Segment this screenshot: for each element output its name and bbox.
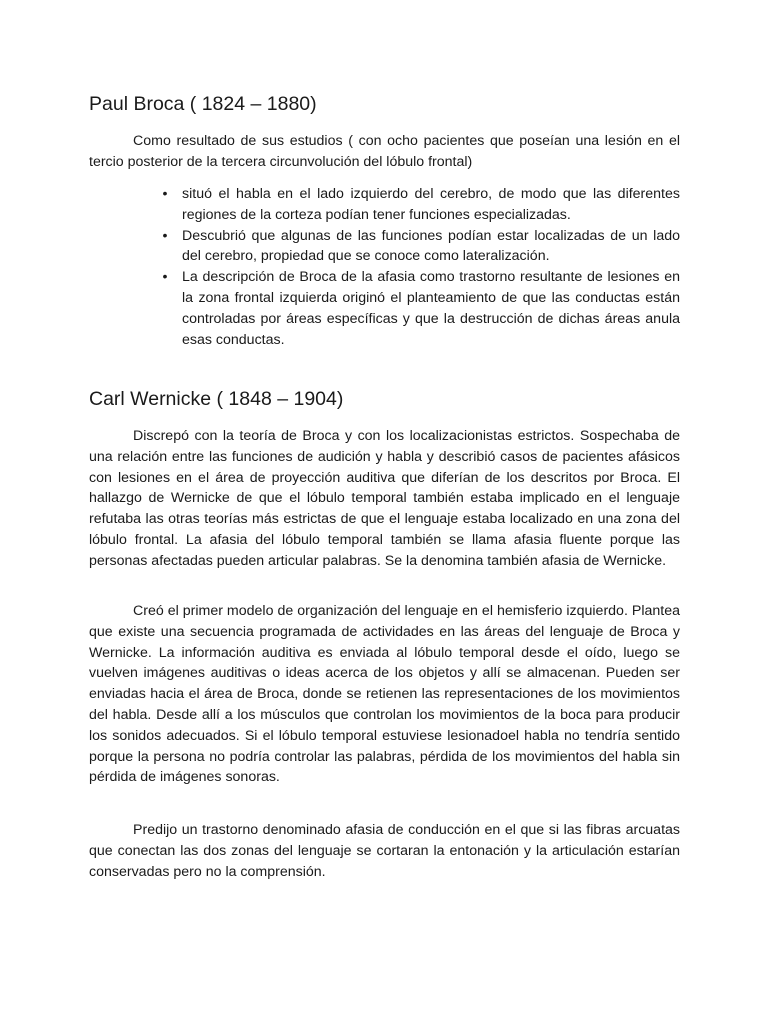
bullet-icon: •	[162, 186, 168, 202]
broca-bullet-item	[89, 226, 680, 268]
bullet-text: situó el habla en el lado izquierdo del cerebro, de modo que las diferentes regiones de la corteza podían tener funciones especializadas.	[182, 186, 680, 223]
broca-bullet-item	[89, 184, 680, 226]
section-heading-broca: Paul Broca ( 1824 – 1880)	[89, 93, 317, 115]
bullet-icon: •	[162, 227, 168, 244]
broca-intro-paragraph: Como resultado de sus estudios ( con ocho pacientes que poseían una lesión en el tercio posterior de la tercera circunvolución del lóbulo frontal)	[89, 133, 680, 170]
wernicke-paragraph-1: Discrepó con la teoría de Broca y con los localizacionistas estrictos. Sospechaba de una relación entre las funciones de audición y habla y describió casos de pacientes afásicos con lesiones en el área de proyección auditiva que diferían de los descritos por Broca. El hallazgo de Wernicke de que el lóbulo temporal también estaba implicado en el lenguaje refutaba las otras teorías más estrictas de que el lenguaje estaba localizado en una zona del lóbulo frontal. La afasia del lóbulo temporal también se llama afasia fluente porque las personas afectadas pueden articular palabras. Se la denomina también afasia de Wernicke.	[89, 428, 680, 569]
wernicke-paragraph-2: Creó el primer modelo de organización del lenguaje en el hemisferio izquierdo. Plantea que existe una secuencia programada de actividades en las áreas del lenguaje de Broca y Wernicke. La información auditiva es enviada al lóbulo temporal desde el oído, luego se vuelven imágenes auditivas o ideas acerca de los objetos y allí se almacenan. Pueden ser enviadas hacia el área de Broca, donde se retienen las representaciones de los movimientos del habla. Desde allí a los músculos que controlan los movimientos de la boca para producir los sonidos adecuados. Si el lóbulo temporal estuviese lesionadoel habla no tendría sentido porque la persona no podría controlar las palabras, pérdida de los movimientos del habla sin pérdida de imágenes sonoras.	[89, 603, 680, 786]
wernicke-paragraph-3: Predijo un trastorno denominado afasia de conducción en el que si las fibras arcuatas que conectan las dos zonas del lenguaje se cortaran la entonación y la articulación estarían conservadas pero no la comprensión.	[89, 822, 680, 880]
broca-bullet-list	[89, 184, 680, 350]
bullet-icon: •	[162, 269, 168, 286]
section-heading-wernicke: Carl Wernicke ( 1848 – 1904)	[89, 388, 344, 410]
bullet-text: Descubrió que algunas de las funciones podían estar localizadas de un lado del cerebro, propiedad que se conoce como lateralización.	[182, 227, 680, 265]
bullet-text: La descripción de Broca de la afasia como trastorno resultante de lesiones en la zona frontal izquierda originó el planteamiento de que las conductas están controladas por áreas específicas y que la destrucción de dichas áreas anula esas conductas.	[182, 269, 680, 348]
broca-bullet-item	[89, 267, 680, 350]
